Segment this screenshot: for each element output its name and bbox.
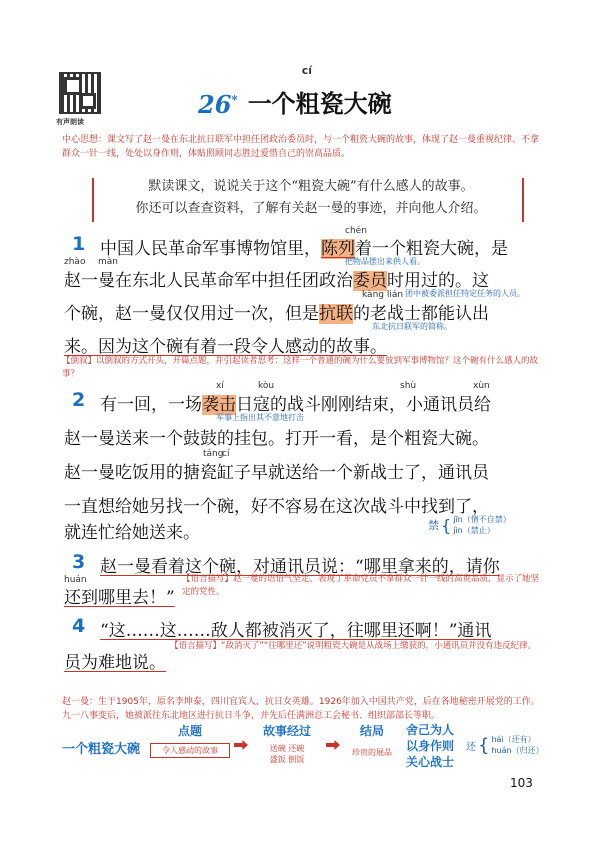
arrow-right-icon [234,740,248,750]
reading-guide [101,176,521,220]
p3-line-1: 赵一曼看着这个碗，对通讯员说：“哪里拿来的，请你 [100,557,500,577]
polyphone-huan-1: hái（还有） [491,735,536,744]
polyphone-huan-char: 还 [466,741,476,753]
p3-line-2: 还到哪里去！” [64,588,175,608]
qr-caption: 有声朗读 [56,118,84,126]
summary-col-2 [252,722,322,765]
title-pinyin: cí [301,64,312,77]
note-p3-language: 【语言描写】赵一曼的语语气坚定，表现了革命党员不拿群众一针一线的高贵品质，显示了她坚定的党性。 [182,574,540,597]
note-p4-language: 【语言描写】“敌消灭了”“往哪里还”说明粗瓷大碗是从战场上缴获的，小通讯员并没有违反纪律。 [170,641,537,651]
lesson-title [198,64,392,119]
lesson-number: 26* [198,90,238,119]
guide-bracket-right [522,178,524,222]
pinyin-ci: cí [222,449,230,459]
note-daoxu: 【倒叙】以倒叙的方式开头，开篇点题，并引起读者思考：这样一个普通的碗为什么要放到军事博物馆？这个碗有什么感人的故事？ [62,356,539,379]
polyphone-huan-2: huán（归还） [491,746,544,755]
summary-col-3 [344,722,400,758]
summary-r3: 珍贵的展品 [352,748,392,757]
paragraph-number-1: 1 [72,233,86,255]
note-weiyuan: 团中被委派担任特定任务的人员。 [405,289,525,298]
guide-line-2: 你还可以查查资料，了解有关赵一曼的事迹，并向他人介绍。 [135,201,487,216]
pinyin-xun: xùn [473,381,490,391]
pinyin-xi: xí [216,381,224,391]
summary-title: 一个粗瓷大碗 [62,742,141,757]
p2-line-3: 赵一曼吃饭用的搪瓷缸子早就送给一个新战士了，通讯员 [64,463,489,483]
p4-line-1: “这……这……敌人都被消灭了，往哪里还啊！”通讯 [100,621,492,641]
pinyin-kanglian: kàng lián [362,290,404,300]
arrow-right-icon [326,740,340,750]
guide-line-1: 默读课文，说说关于这个“粗瓷大碗”有什么感人的故事。 [148,179,474,194]
p2-line-5: 就连忙给她送来。 [64,523,200,543]
summary-r1: 令人感动的故事 [150,743,230,758]
polyphone-jin-1: jīn（情不自禁） [453,515,511,524]
polyphone-huan: 还 { hái（还有） huán（归还） [466,734,544,756]
polyphone-jin-2: jìn（禁止） [453,526,495,535]
polyphone-jin: 禁 { jīn（情不自禁） jìn（禁止） [428,515,511,535]
paragraph-number-2: 2 [72,389,86,411]
summary-h3: 结局 [359,724,384,738]
pinyin-zhao: zhào [64,257,86,267]
paragraph-number-4: 4 [72,615,86,637]
pinyin-man: màn [98,257,118,267]
p2-line-4: 一直想给她另找一个碗，好不容易在这次战斗中找到了， [64,497,489,517]
summary-col-1 [150,722,230,758]
p1-line-3: 个碗，赵一曼仅仅用过一次，但是抗联的老战士都能认出 [64,304,489,324]
p1-line-1: 中国人民革命军事博物馆里，陈列着一个粗瓷大碗，是 [100,239,508,259]
central-idea-note: 中心思想：课文写了赵一曼在东北抗日联军中担任团政治委员时，与一个粗瓷大碗的故事，体现了赵一曼重视纪律、不拿群众一针一线，处处以身作则，体贴照顾同志胜过爱惜自己的崇高品质。 [62,135,540,159]
summary-qualities: 舍己为人以身作则关心战士 [406,723,455,769]
paragraph-number-3: 3 [72,551,86,573]
p4-line-2: 员为难地说。 [64,653,166,673]
summary-h1: 点题 [177,724,202,738]
pinyin-chen: chén [345,226,367,236]
pinyin-kou: kòu [258,381,275,391]
p2-line-1: 有一回，一场袭击日寇的战斗刚刚结束，小通讯员给 [100,395,491,415]
polyphone-jin-char: 禁 [428,519,439,532]
summary-r2b: 盛饭 倒饭 [269,755,305,764]
p1-line-2: 赵一曼在东北人民革命军中担任团政治委员时用过的。这 [64,271,489,291]
pinyin-huan: huán [64,575,87,585]
note-xiji: 军事上指出其不意地打击 [216,413,304,422]
summary-r2a: 送碗 还碗 [269,744,305,753]
note-kanglian: 东北抗日联军的简称。 [372,322,452,331]
note-chenlie: 把物品摆出来供人看。 [345,257,425,266]
pinyin-tang: táng [203,449,224,459]
qr-code[interactable] [59,72,101,114]
lesson-title-text: cí 一个粗瓷大碗 [247,64,392,118]
p2-line-2: 赵一曼送来一个鼓鼓的挂包。打开一看，是个粗瓷大碗。 [64,429,489,449]
pinyin-shu: shù [400,381,417,391]
guide-bracket-left [92,178,94,222]
page-number: 103 [510,776,533,790]
biography-note: 赵一曼：生于1905年，原名李坤泰，四川宜宾人，抗日女英雄。1926年加入中国共产党，后在各地秘密开展党的工作。九一八事变后，她被派往东北地区进行抗日斗争，并先后任满洲总工会秘书、组织部部长等职。 [62,697,540,721]
p1-line-4: 来。因为这个碗有着一段令人感动的故事。 [64,337,387,357]
summary-h2: 故事经过 [262,724,311,738]
